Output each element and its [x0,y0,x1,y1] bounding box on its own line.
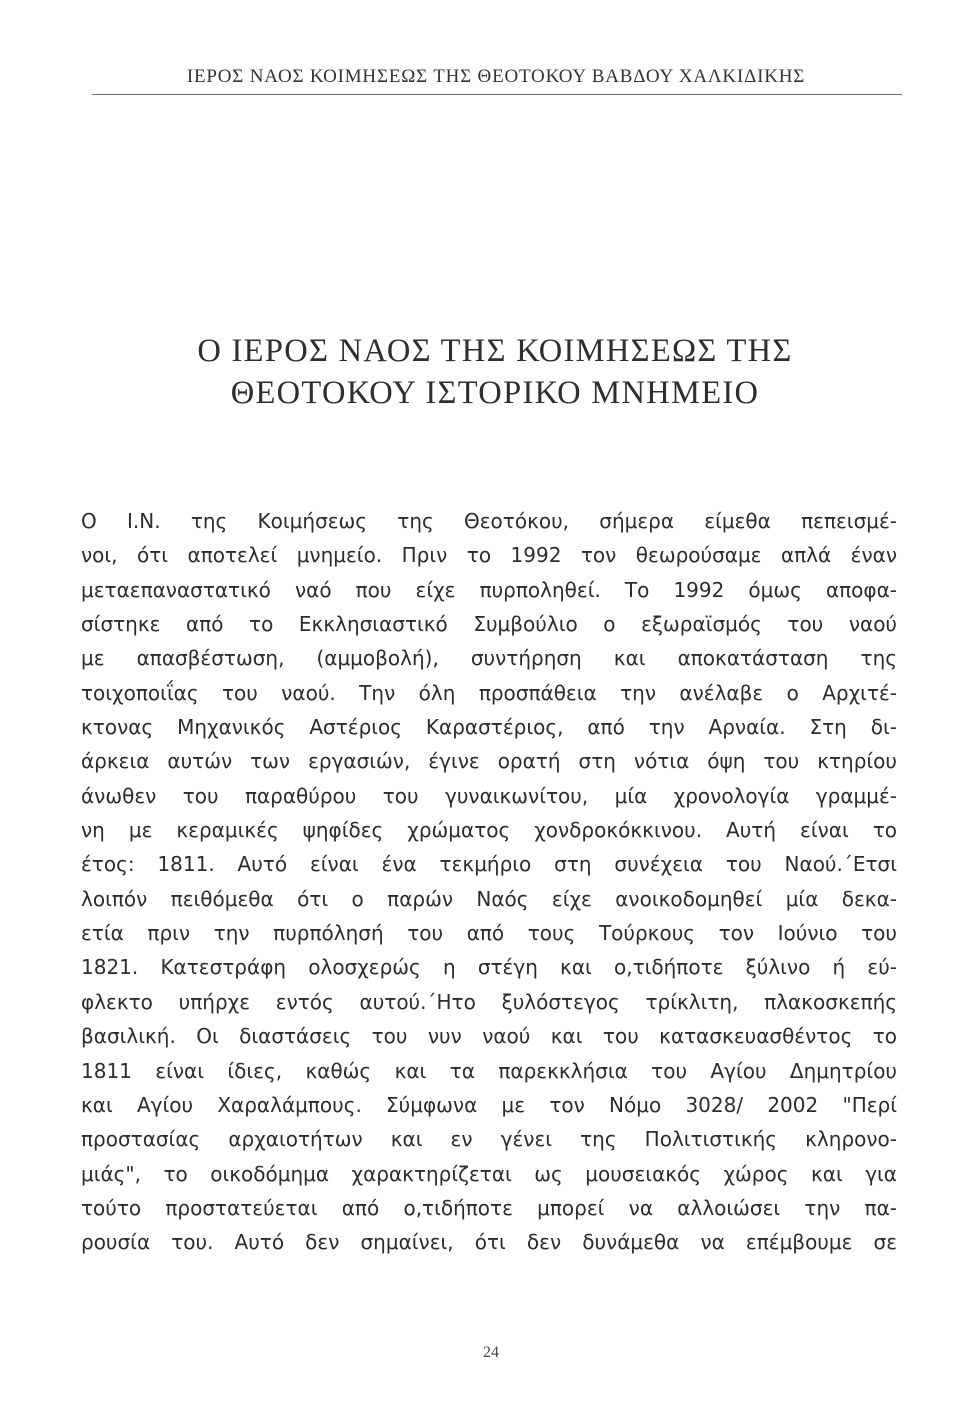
text-line: φλεκτο υπήρχε εντός αυτού.΄Ητο ξυλόστεγος τρίκλιτη, πλακοσκεπής [81,989,897,1014]
text-line: νοι, ότι αποτελεί μνημείο. Πριν το 1992 τον θεωρούσαμε απλά έναν [81,543,897,568]
text-line: νη με κεραμικές ψηφίδες χρώματος χονδροκόκκινου. Αυτή είναι το [81,818,897,843]
text-line: και Αγίου Χαραλάμπους. Σύμφωνα με τον Νόμο 3028/ 2002 "Περί [81,1092,897,1117]
text-line: με απασβέστωση, (αμμοβολή), συντήρηση και αποκατάσταση της [81,646,897,671]
running-header: ΙΕΡΟΣ ΝΑΟΣ ΚΟΙΜΗΣΕΩΣ ΤΗΣ ΘΕΟΤΟΚΟΥ ΒΑΒΔΟΥ ΧΑΛΚΙΔΙΚΗΣ [186,66,806,87]
chapter-title-line-1: Ο ΙΕΡΟΣ ΝΑΟΣ ΤΗΣ ΚΟΙΜΗΣΕΩΣ ΤΗΣ [197,333,793,369]
text-line: κτονας Μηχανικός Αστέριος Καραστέριος, από την Αρναία. Στη δι- [81,715,897,740]
text-line: τοιχοποιΐας του ναού. Την όλη προσπάθεια την ανέλαβε ο Αρχιτέ- [81,680,897,705]
page-number: 24 [483,1344,499,1361]
text-line: λοιπόν πειθόμεθα ότι ο παρών Ναός είχε ανοικοδομηθεί μία δεκα- [81,886,897,911]
text-line: μεταεπαναστατικό ναό που είχε πυρποληθεί. Το 1992 όμως αποφα- [81,577,897,602]
body-paragraph [81,504,897,1260]
chapter-title [80,330,910,414]
header-rule [92,94,902,95]
text-line: ρουσία του. Αυτό δεν σημαίνει, ότι δεν δυνάμεθα να επέμβουμε σε [81,1230,897,1255]
text-line: τούτο προστατεύεται από ο,τιδήποτε μπορεί να αλλοιώσει την πα- [81,1195,897,1220]
text-line: σίστηκε από το Εκκλησιαστικό Συμβούλιο ο εξωραϊσμός του ναού [81,612,897,637]
chapter-title-line-2: ΘΕΟΤΟΚΟΥ ΙΣΤΟΡΙΚΟ ΜΝΗΜΕΙΟ [230,375,760,411]
text-line: άρκεια αυτών των εργασιών, έγινε ορατή στη νότια όψη του κτηρίου [81,749,897,774]
text-line: έτος: 1811. Αυτό είναι ένα τεκμήριο στη συνέχεια του Ναού.΄Ετσι [81,852,897,877]
text-line: 1821. Κατεστράφη ολοσχερώς η στέγη και ο,τιδήποτε ξύλινο ή εύ- [81,955,897,980]
text-line: 1811 είναι ίδιες, καθώς και τα παρεκκλήσια του Αγίου Δημητρίου [81,1058,897,1083]
text-line: ετία πριν την πυρπόλησή του από τους Τούρκους τον Ιούνιο του [81,921,897,946]
text-line: άνωθεν του παραθύρου του γυναικωνίτου, μία χρονολογία γραμμέ- [81,783,897,808]
text-line: προστασίας αρχαιοτήτων και εν γένει της Πολιτιστικής κληρονο- [81,1127,897,1152]
text-line: Ο Ι.Ν. της Κοιμήσεως της Θεοτόκου, σήμερα είμεθα πεπεισμέ- [81,509,897,533]
text-line: μιάς", το οικοδόμημα χαρακτηρίζεται ως μουσειακός χώρος και για [81,1161,897,1186]
text-line: βασιλική. Οι διαστάσεις του νυν ναού και του κατασκευασθέντος το [81,1024,897,1049]
